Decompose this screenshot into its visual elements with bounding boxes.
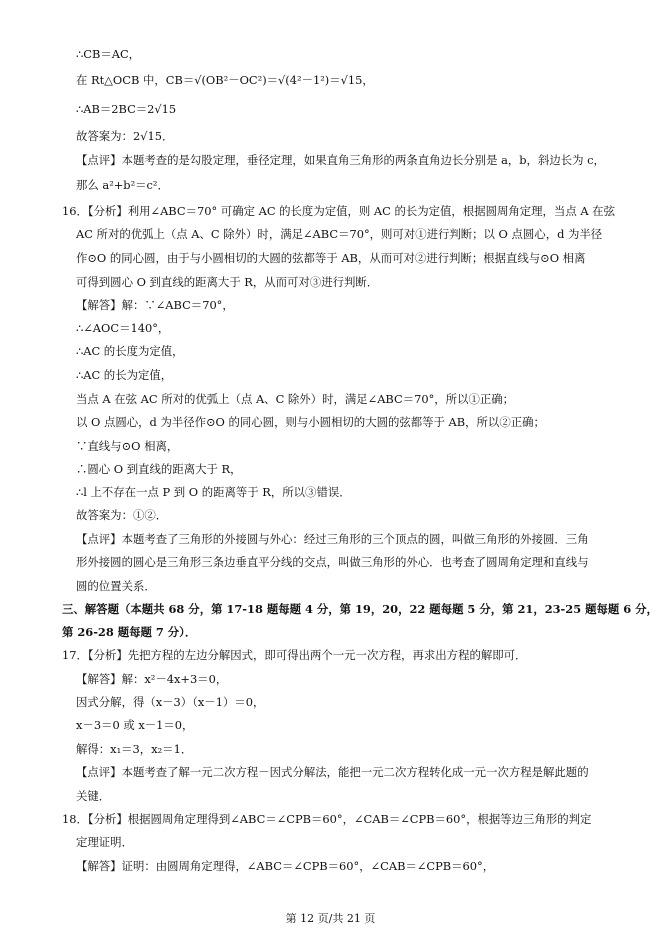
text-line: 因式分解，得（x－3）（x－1）＝0，: [76, 695, 265, 709]
text-line: 以 O 点圆心，d 为半径作⊙O 的同心圆，则与小圆相切的大圆的弦都等于 AB，所以②正确；: [76, 415, 545, 429]
text-line: ∴AC 的长为定值，: [76, 368, 173, 382]
text-line: ∴AB＝2BC＝2√15: [76, 102, 177, 116]
section-heading: 第 26-28 题每题 7 分）．: [62, 625, 197, 639]
text-line: 【解答】解：x²－4x+3＝0，: [76, 672, 228, 686]
text-line: 18．【分析】根据圆周角定理得到∠ABC＝∠CPB＝60°，∠CAB＝∠CPB＝60°，根据等边三角形的判定: [62, 812, 592, 826]
text-line: 【解答】证明：由圆周角定理得，∠ABC＝∠CPB＝60°，∠CAB＝∠CPB＝60°，: [76, 859, 495, 873]
text-line: 【点评】本题考查的是勾股定理，垂径定理，如果直角三角形的两条直角边长分别是 a，b，斜边长为 c，: [76, 153, 605, 167]
text-line: 故答案为：①②．: [76, 508, 168, 522]
text-line: ∴l 上不存在一点 P 到 O 的距离等于 R，所以③错误．: [76, 485, 351, 499]
text-line: ∴AC 的长度为定值，: [76, 344, 184, 358]
text-line: 那么 a²+b²＝c²．: [76, 178, 169, 192]
text-line: 16．【分析】利用∠ABC＝70° 可确定 AC 的长度为定值，则 AC 的长为定值，根据圆周角定理，当点 A 在弦: [62, 204, 615, 218]
text-line: 作⊙O 的同心圆，由于与小圆相切的大圆的弦都等于 AB，从而可对②进行判断；根据直线与⊙O 相离: [76, 251, 586, 265]
text-line: 解得：x₁＝3，x₂＝1．: [76, 742, 193, 756]
text-line: 可得到圆心 O 到直线的距离大于 R，从而可对③进行判断．: [76, 275, 379, 289]
text-line: AC 所对的优弧上（点 A、C 除外）时，满足∠ABC＝70°，则可对①进行判断；以 O 点圆心，d 为半径: [76, 227, 603, 241]
text-line: 17．【分析】先把方程的左边分解因式，即可得出两个一元一次方程，再求出方程的解即可．: [62, 648, 527, 662]
section-heading: 三、解答题（本题共 68 分，第 17-18 题每题 4 分，第 19，20，22 题每题 5 分，第 21，23-25 题每题 6 分，: [62, 602, 658, 616]
text-line: 圆的位置关系．: [76, 579, 156, 593]
text-line: ∵直线与⊙O 相离，: [76, 439, 179, 453]
text-line: ∴CB＝AC，: [76, 47, 141, 61]
text-line: 形外接圆的圆心是三角形三条边垂直平分线的交点，叫做三角形的外心．也考查了圆周角定理和直线与: [76, 555, 589, 569]
text-line: ∴∠AOC＝140°，: [76, 321, 170, 335]
text-line: 定理证明．: [76, 835, 133, 849]
text-line: 关键．: [76, 789, 111, 803]
text-line: 当点 A 在弦 AC 所对的优弧上（点 A、C 除外）时，满足∠ABC＝70°，所以①正确；: [76, 392, 515, 406]
text-line: 【点评】本题考查了三角形的外接圆与外心：经过三角形的三个顶点的圆，叫做三角形的外接圆．三角: [76, 532, 589, 546]
text-line: 在 Rt△OCB 中，CB＝√(OB²－OC²)＝√(4²－1²)＝√15，: [76, 73, 374, 87]
text-line: 故答案为：2√15．: [76, 129, 174, 143]
text-line: ∴圆心 O 到直线的距离大于 R，: [76, 462, 242, 476]
text-line: 【解答】解：∵∠ABC＝70°，: [76, 298, 234, 312]
page-footer: 第 12 页/共 21 页: [285, 912, 376, 925]
text-line: x－3＝0 或 x－1＝0，: [76, 718, 194, 732]
text-line: 【点评】本题考查了解一元二次方程－因式分解法，能把一元二次方程转化成一元一次方程是解此题的: [76, 765, 589, 779]
